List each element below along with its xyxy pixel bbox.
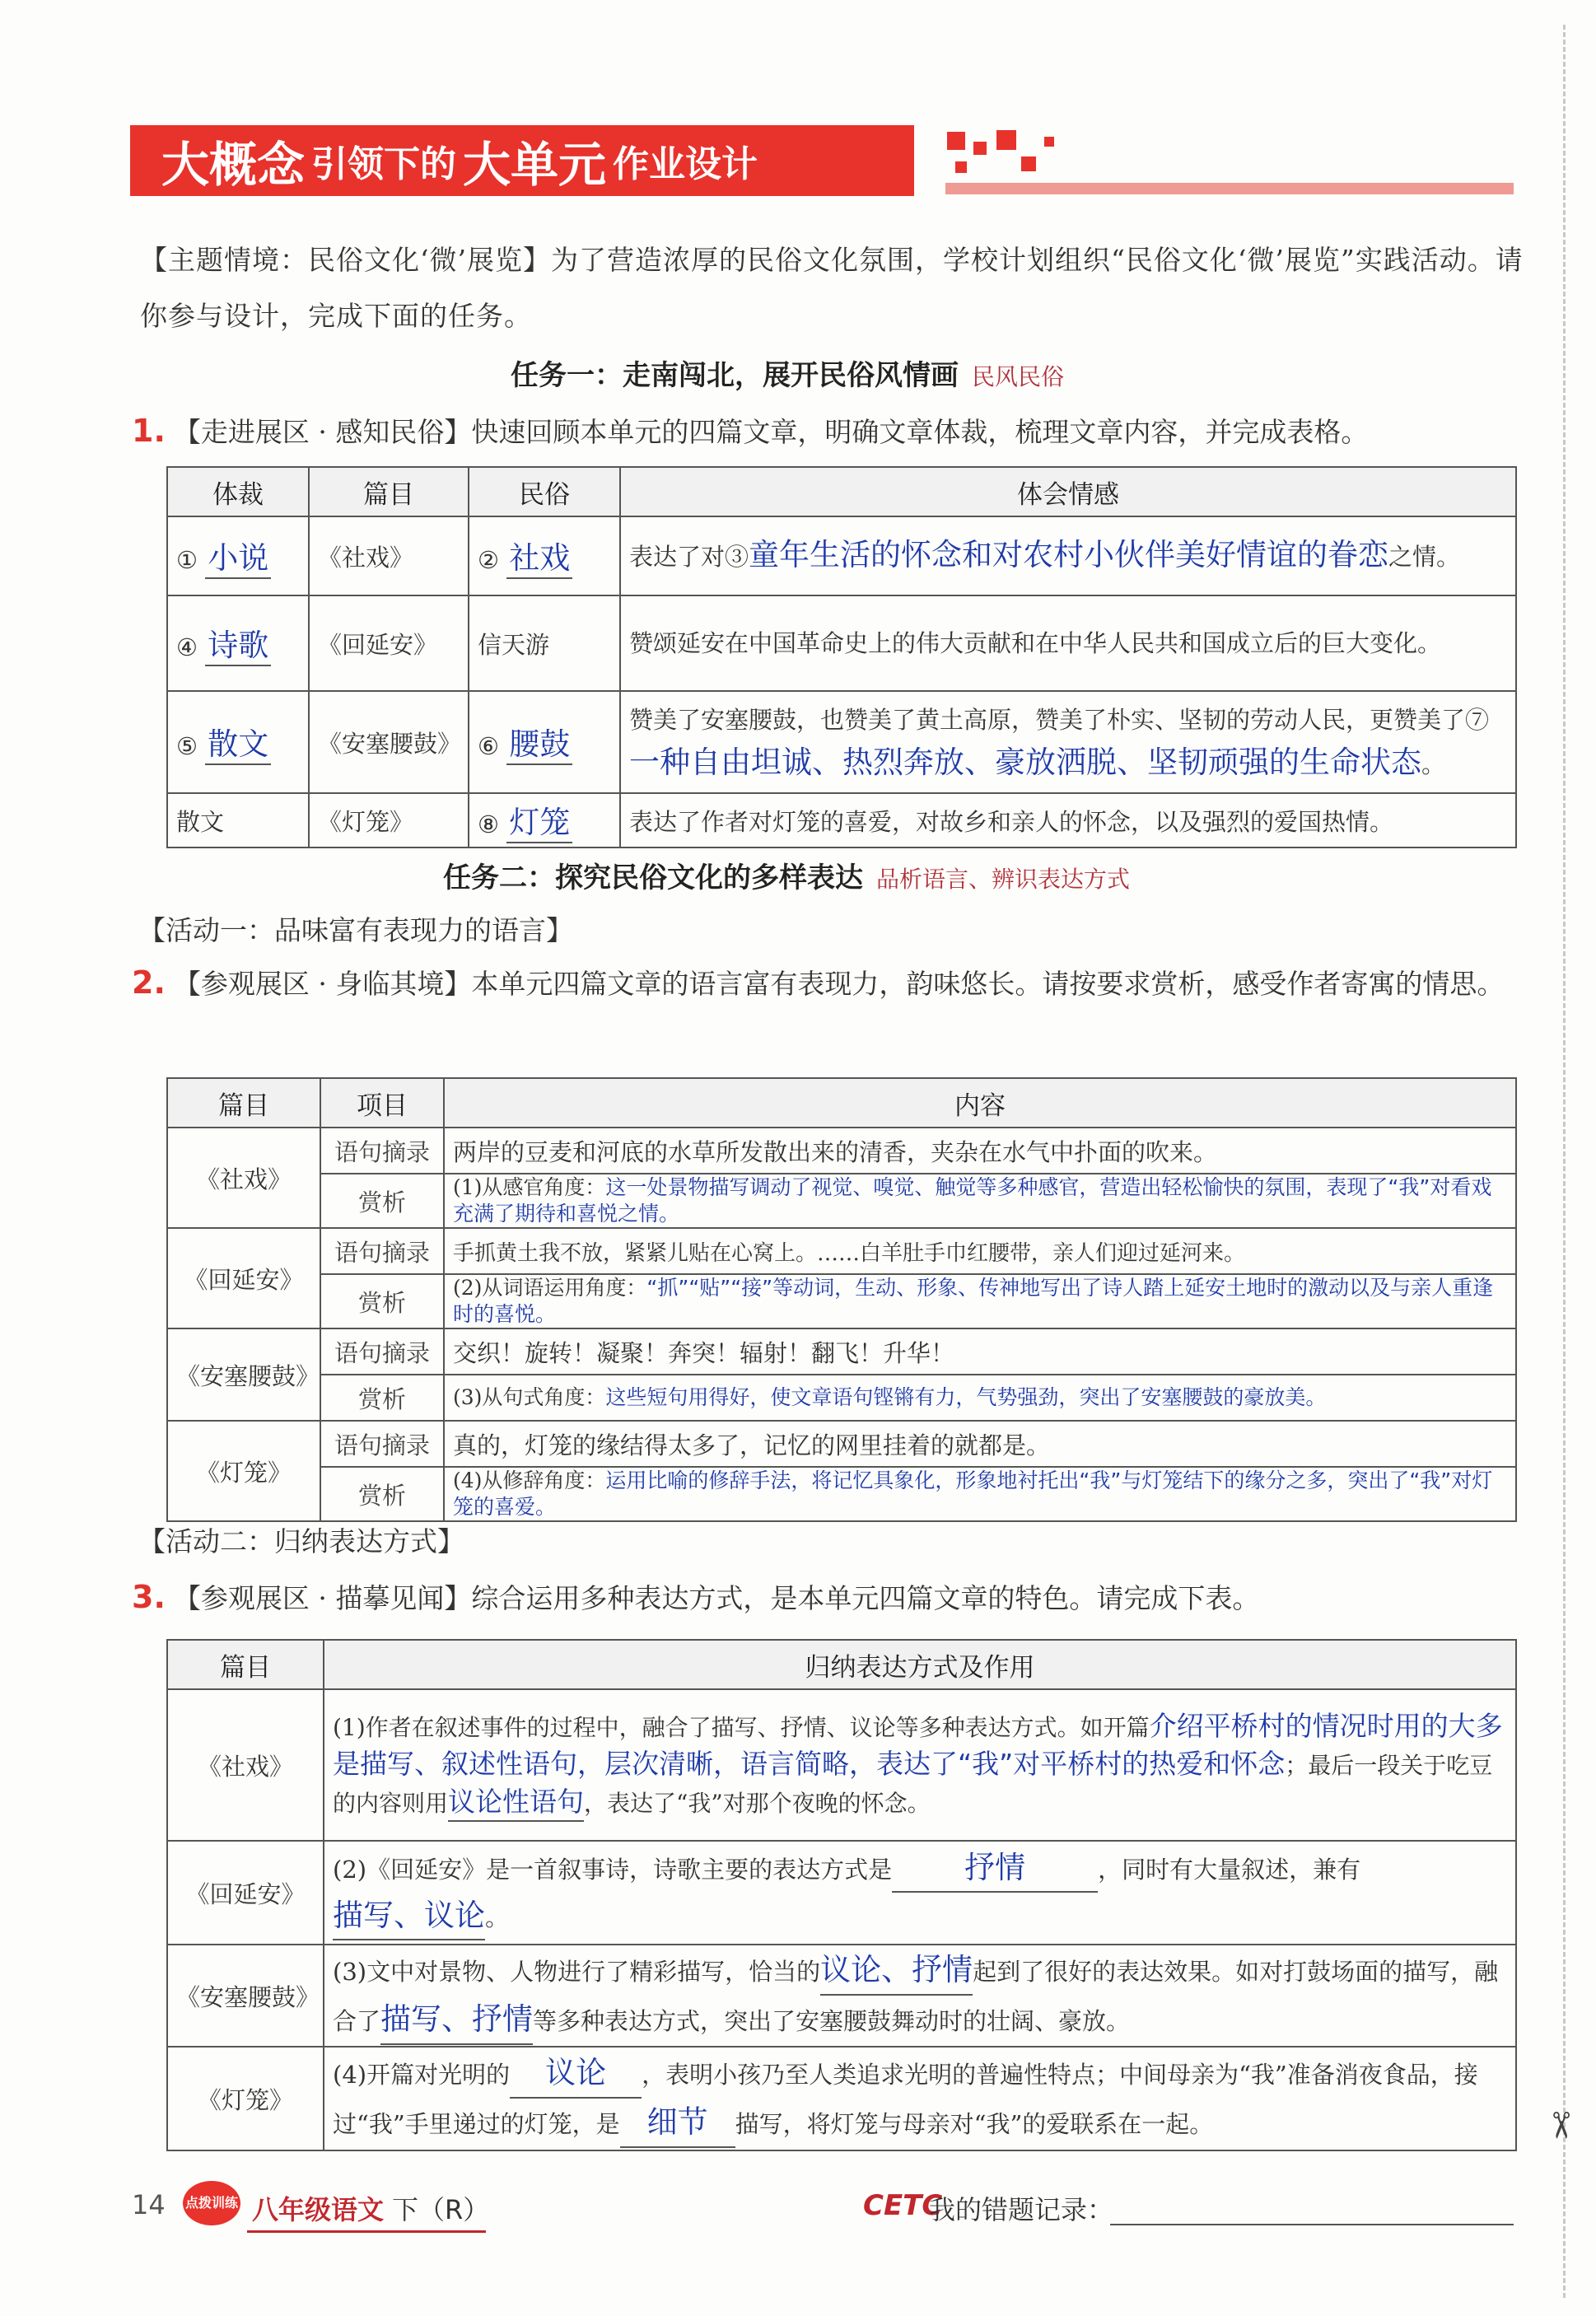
- summary-text: 等多种表达方式，突出了安塞腰鼓舞动时的壮阔、豪放。: [533, 2007, 1131, 2035]
- question-1-text: 【走进展区 · 感知民俗】快速回顾本单元的四篇文章，明确文章体裁，梳理文章内容，并完成表格。: [173, 416, 1369, 448]
- summary-text: (1)作者在叙述事件的过程中，融合了描写、抒情、议论等多种表达方式。如开篇: [333, 1714, 1150, 1741]
- banner-part3: 大单元: [463, 137, 607, 193]
- question-2-text: 【参观展区 · 身临其境】本单元四篇文章的语言富有表现力，韵味悠长。请按要求赏析，感受作者寄寓的情思。: [173, 968, 1505, 1000]
- theme-text: 为了营造浓厚的民俗文化氛围，学校计划组织“民俗文化‘微’展览”实践活动。请你参与设计，完成下面的任务。: [140, 244, 1524, 332]
- table-row: [167, 1174, 1516, 1228]
- question-2: [132, 955, 1524, 1011]
- theme-intro: [140, 232, 1524, 344]
- decor-square: [973, 142, 987, 155]
- answer-analysis: 运用比喻的修辞手法，将记忆具象化，形象地衬托出“我”与灯笼结下的缘分之多，突出了“我”对灯笼的喜爱。: [453, 1469, 1493, 1519]
- feeling-text: 赞颂延安在中国革命史上的伟大贡献和在中华人民共和国成立后的巨大变化。: [620, 595, 1516, 691]
- summary-text: 描写，将灯笼与母亲对“我”的爱联系在一起。: [735, 2110, 1214, 2138]
- summary-text: ，表明小孩乃至人类追求光明的普遍性特点；中间母亲为“我”准备消夜食品，接过“我”手里递过的灯笼，是: [333, 2061, 1478, 2138]
- analysis-label: 赏析: [320, 1375, 444, 1421]
- banner-part4: 作业设计: [613, 143, 758, 185]
- decor-square: [996, 130, 1016, 150]
- answer-custom: 腰鼓: [506, 719, 572, 765]
- grade-label: [252, 2189, 489, 2227]
- answer-summary: 抒情: [892, 1845, 1098, 1893]
- answer-analysis: “抓”“贴”“接”等动词，生动、形象、传神地写出了诗人踏上延安土地时的激动以及与亲人重逢时的喜悦。: [453, 1276, 1494, 1326]
- analysis-prompt: (2)从词语运用角度：: [453, 1276, 647, 1300]
- table1-header: 体会情感: [620, 467, 1516, 516]
- summary-text: ，同时有大量叙述，兼有: [1098, 1856, 1361, 1884]
- answer-summary: 议论、抒情: [820, 1946, 973, 1996]
- feeling-text: 表达了对③: [629, 543, 749, 571]
- table-row: [167, 1841, 1516, 1945]
- excerpt-text: 两岸的豆麦和河底的水草所发散出来的清香，夹杂在水气中扑面的吹来。: [444, 1128, 1516, 1174]
- circle-mark: ⑤: [176, 732, 198, 760]
- analysis-prompt: (1)从感官角度：: [453, 1175, 606, 1199]
- genre-text: 散文: [167, 793, 309, 847]
- task2-tag: 品析语言、辨识表达方式: [876, 866, 1131, 893]
- table2-header: 项目: [320, 1078, 444, 1128]
- cut-line: [1563, 25, 1566, 2298]
- article-title: 《灯笼》: [167, 1421, 320, 1521]
- table2-header: 内容: [444, 1078, 1516, 1128]
- task2-title-text: 任务二：探究民俗文化的多样表达: [443, 861, 863, 894]
- feeling-text-end: 之情。: [1388, 543, 1461, 571]
- page-banner: [130, 125, 914, 196]
- excerpt-text: 交织！旋转！凝聚！奔突！辐射！翻飞！升华！: [444, 1328, 1516, 1375]
- article-title: 《灯笼》: [309, 793, 469, 847]
- banner-part2: 引领下的: [311, 143, 457, 185]
- answer-summary: 描写、议论: [333, 1893, 485, 1940]
- answer-feeling: 童年生活的怀念和对农村小伙伴美好情谊的眷恋: [749, 537, 1389, 572]
- table1-header: 篇目: [309, 467, 469, 516]
- table-row: [167, 1328, 1516, 1375]
- decor-square: [1021, 156, 1036, 171]
- summary-text: ，表达了“我”对那个夜晚的怀念。: [584, 1790, 931, 1817]
- grade-sub: 下（R）: [392, 2194, 490, 2225]
- feeling-text: 赞美了安塞腰鼓，也赞美了黄土高原，赞美了朴实、坚韧的劳动人民，更赞美了⑦: [629, 706, 1490, 734]
- answer-summary: 议论: [510, 2049, 642, 2099]
- table-row: [167, 1228, 1516, 1274]
- table-row: [167, 1467, 1516, 1521]
- excerpt-label: 语句摘录: [320, 1228, 444, 1274]
- table1-header: 体裁: [167, 467, 309, 516]
- analysis-prompt: (3)从句式角度：: [453, 1385, 606, 1409]
- error-record-line: [1110, 2224, 1514, 2225]
- table-row: [167, 691, 1516, 793]
- circle-mark: ①: [176, 546, 198, 574]
- question-3-number: 3.: [132, 1579, 166, 1615]
- article-title: 《社戏》: [167, 1128, 320, 1228]
- excerpt-text: 手抓黄土我不放，紧紧儿贴在心窝上。……白羊肚手巾红腰带，亲人们迎过延河来。: [444, 1228, 1516, 1274]
- table-row: [167, 1689, 1516, 1841]
- brand-logo: CETC: [863, 2189, 943, 2222]
- table-row: [167, 1421, 1516, 1467]
- task1-title-text: 任务一：走南闯北，展开民俗风情画: [511, 359, 959, 392]
- summary-text: 。: [485, 1903, 510, 1931]
- question-1: [132, 404, 1524, 460]
- excerpt-label: 语句摘录: [320, 1421, 444, 1467]
- banner-part1: 大概念: [161, 137, 306, 193]
- table-expression: [166, 1639, 1517, 2151]
- circle-mark: ⑥: [478, 732, 499, 760]
- decor-square: [955, 161, 967, 173]
- excerpt-text: 真的，灯笼的缘结得太多了，记忆的网里挂着的就都是。: [444, 1421, 1516, 1467]
- excerpt-label: 语句摘录: [320, 1128, 444, 1174]
- feeling-text: 表达了作者对灯笼的喜爱，对故乡和亲人的怀念，以及强烈的爱国热情。: [620, 793, 1516, 847]
- question-3: [132, 1570, 1524, 1626]
- question-1-number: 1.: [132, 413, 166, 449]
- activity-2-heading: 【活动二：归纳表达方式】: [138, 1525, 464, 1557]
- article-title: 《安塞腰鼓》: [167, 1328, 320, 1421]
- grade-text: 八年级语文: [252, 2194, 385, 2225]
- answer-summary: 议论性语句: [448, 1784, 584, 1822]
- table-row: [167, 1375, 1516, 1421]
- table3-header: 篇目: [167, 1640, 324, 1689]
- table3-header: 归纳表达方式及作用: [324, 1640, 1516, 1689]
- table-row: [167, 516, 1516, 595]
- banner-stripe: [945, 183, 1514, 194]
- task2-title: [443, 855, 1130, 895]
- article-title: 《回延安》: [167, 1228, 320, 1328]
- table-row: [167, 595, 1516, 691]
- scissors-icon: ✂: [1538, 2110, 1581, 2141]
- table-language: [166, 1077, 1517, 1522]
- answer-analysis: 这些短句用得好，使文章语句铿锵有力，气势强劲，突出了安塞腰鼓的豪放美。: [605, 1385, 1327, 1409]
- answer-summary: 介绍平桥村的情况时用的大多是描写、叙述性语句，层次清晰，语言简略，表达了“我”对平桥村的热爱和怀念: [333, 1710, 1503, 1780]
- theme-label: 【主题情境：民俗文化‘微’展览】: [140, 244, 551, 276]
- answer-genre: 小说: [205, 533, 271, 579]
- summary-text: (3)文中对景物、人物进行了精彩描写，恰当的: [333, 1958, 821, 1986]
- table-row: [167, 1274, 1516, 1328]
- page-number: 14: [132, 2189, 166, 2220]
- table-row: [167, 2047, 1516, 2150]
- answer-summary: 描写、抒情: [380, 1996, 533, 2045]
- answer-genre: 散文: [205, 719, 271, 765]
- table1-header: 民俗: [469, 467, 620, 516]
- answer-custom: 灯笼: [506, 797, 572, 843]
- summary-text: ；最后一段关于吃豆的内容则用: [333, 1752, 1493, 1817]
- circle-mark: ⑧: [478, 810, 499, 838]
- answer-genre: 诗歌: [205, 620, 271, 666]
- table2-header: 篇目: [167, 1078, 320, 1128]
- article-title: 《社戏》: [167, 1689, 324, 1841]
- task1-tag: 民风民俗: [972, 363, 1065, 390]
- answer-feeling: 一种自由坦诚、热烈奔放、豪放洒脱、坚韧顽强的生命状态: [629, 745, 1421, 780]
- error-record-label: 我的错题记录：: [929, 2194, 1114, 2225]
- task1-title: [511, 353, 1064, 393]
- decor-square: [1044, 137, 1054, 147]
- table-genres: [166, 466, 1517, 848]
- excerpt-label: 语句摘录: [320, 1328, 444, 1375]
- grade-underline: [247, 2230, 486, 2233]
- answer-custom: 社戏: [506, 533, 572, 579]
- article-title: 《社戏》: [309, 516, 469, 595]
- publisher-logo: 点拨训练: [183, 2181, 240, 2225]
- answer-summary: 细节: [620, 2099, 735, 2148]
- activity-1-heading: 【活动一：品味富有表现力的语言】: [138, 914, 573, 946]
- article-title: 《安塞腰鼓》: [309, 691, 469, 793]
- summary-text: 起到了很好的表达效果。如对打鼓场面的描写，融合了: [333, 1958, 1499, 2035]
- analysis-prompt: (4)从修辞角度：: [453, 1469, 606, 1492]
- article-title: 《安塞腰鼓》: [167, 1945, 324, 2047]
- feeling-text-end: 。: [1421, 750, 1446, 778]
- question-2-number: 2.: [132, 964, 166, 1001]
- circle-mark: ④: [176, 633, 198, 661]
- circle-mark: ②: [478, 546, 499, 574]
- table-row: [167, 1128, 1516, 1174]
- table-row: [167, 793, 1516, 847]
- analysis-label: 赏析: [320, 1274, 444, 1328]
- answer-analysis: 这一处景物描写调动了视觉、嗅觉、触觉等多种感官，营造出轻松愉快的氛围，表现了“我”对看戏充满了期待和喜悦之情。: [453, 1175, 1492, 1226]
- summary-text: (4)开篇对光明的: [333, 2061, 511, 2089]
- question-3-text: 【参观展区 · 描摹见闻】综合运用多种表达方式，是本单元四篇文章的特色。请完成下表。: [173, 1582, 1260, 1614]
- analysis-label: 赏析: [320, 1467, 444, 1521]
- custom-text: 信天游: [469, 595, 620, 691]
- analysis-label: 赏析: [320, 1174, 444, 1228]
- article-title: 《灯笼》: [167, 2047, 324, 2150]
- decor-square: [947, 132, 965, 150]
- article-title: 《回延安》: [309, 595, 469, 691]
- summary-text: (2)《回延安》是一首叙事诗，诗歌主要的表达方式是: [333, 1856, 893, 1884]
- table-row: [167, 1945, 1516, 2047]
- article-title: 《回延安》: [167, 1841, 324, 1945]
